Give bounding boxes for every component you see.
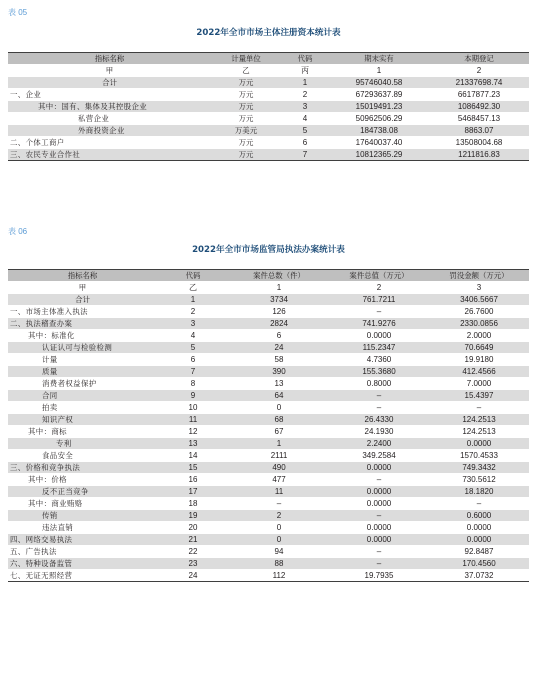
table-row xyxy=(8,137,529,149)
table-cell: 0.0000 xyxy=(329,462,429,474)
table-cell: 0 xyxy=(229,534,329,546)
table-row xyxy=(8,65,529,77)
table-row xyxy=(8,426,529,438)
row-label: 违法直销 xyxy=(8,522,157,534)
row-label: 食品安全 xyxy=(8,450,157,462)
table-cell: 2111 xyxy=(229,450,329,462)
column-header: 本期登记 xyxy=(429,53,529,65)
row-label: 三、价格和竞争执法 xyxy=(8,462,157,474)
table-cell: 112 xyxy=(229,570,329,582)
table-cell: 2 xyxy=(229,510,329,522)
table-cell: 万元 xyxy=(211,89,281,101)
table-row xyxy=(8,101,529,113)
row-label: 拍卖 xyxy=(8,402,157,414)
table-row xyxy=(8,149,529,161)
row-label: 传销 xyxy=(8,510,157,522)
table-cell: 124.2513 xyxy=(429,414,529,426)
table-cell: 2.2400 xyxy=(329,438,429,450)
table-cell: 14 xyxy=(157,450,229,462)
table-row xyxy=(8,318,529,330)
table-cell: 10 xyxy=(157,402,229,414)
table-cell: 24.1930 xyxy=(329,426,429,438)
table-cell: 12 xyxy=(157,426,229,438)
row-label: 其中：商业贿赂 xyxy=(8,498,157,510)
row-label: 其中：商标 xyxy=(8,426,157,438)
table-cell: 3406.5667 xyxy=(429,294,529,306)
table-cell: 19 xyxy=(157,510,229,522)
table-cell: 349.2584 xyxy=(329,450,429,462)
table-cell: 6 xyxy=(281,137,329,149)
row-label: 计量 xyxy=(8,354,157,366)
table-cell: 24 xyxy=(229,342,329,354)
table-row xyxy=(8,366,529,378)
column-header: 计量单位 xyxy=(211,53,281,65)
table-row xyxy=(8,534,529,546)
table-cell: 0.0000 xyxy=(329,330,429,342)
column-header: 期末实有 xyxy=(329,53,429,65)
table-row xyxy=(8,570,529,582)
table-row xyxy=(8,450,529,462)
row-label: 七、无证无照经营 xyxy=(8,570,157,582)
table-cell: 1 xyxy=(157,294,229,306)
table-row xyxy=(8,89,529,101)
table-cell: – xyxy=(329,390,429,402)
row-label: 合同 xyxy=(8,390,157,402)
row-label: 其中：价格 xyxy=(8,474,157,486)
table05-title: 2022年全市市场主体注册资本统计表 xyxy=(196,28,341,38)
table-cell: 万元 xyxy=(211,77,281,89)
table-row xyxy=(8,125,529,137)
row-label: 二、个体工商户 xyxy=(8,137,211,149)
table-cell: 10812365.29 xyxy=(329,149,429,161)
table-cell: 68 xyxy=(229,414,329,426)
table-cell: 0.0000 xyxy=(329,522,429,534)
table-cell: 6617877.23 xyxy=(429,89,529,101)
table-cell: 20 xyxy=(157,522,229,534)
row-label: 反不正当竞争 xyxy=(8,486,157,498)
table-cell: 1 xyxy=(329,65,429,77)
row-label: 三、农民专业合作社 xyxy=(8,149,211,161)
table-cell: 2 xyxy=(157,306,229,318)
table-cell: 37.0732 xyxy=(429,570,529,582)
table-cell: 17640037.40 xyxy=(329,137,429,149)
row-label: 五、广告执法 xyxy=(8,546,157,558)
table-cell: 23 xyxy=(157,558,229,570)
table-row xyxy=(8,498,529,510)
table-cell: 0.0000 xyxy=(429,438,529,450)
table-row xyxy=(8,282,529,294)
table-cell: 67293637.89 xyxy=(329,89,429,101)
table-row xyxy=(8,113,529,125)
table-cell: 126 xyxy=(229,306,329,318)
table-cell: 170.4560 xyxy=(429,558,529,570)
table-cell: 6 xyxy=(157,354,229,366)
table-header-row xyxy=(8,53,529,65)
table-cell: 丙 xyxy=(281,65,329,77)
table-cell: 0 xyxy=(229,522,329,534)
column-header: 罚没金额（万元） xyxy=(429,270,529,282)
table-cell: 22 xyxy=(157,546,229,558)
table-cell: 17 xyxy=(157,486,229,498)
table-cell: 5 xyxy=(157,342,229,354)
table-cell: 万元 xyxy=(211,101,281,113)
table-cell: 390 xyxy=(229,366,329,378)
table-cell: 21 xyxy=(157,534,229,546)
table-row xyxy=(8,486,529,498)
table-cell: 4.7360 xyxy=(329,354,429,366)
table-cell: 2330.0856 xyxy=(429,318,529,330)
table-row xyxy=(8,558,529,570)
table-row xyxy=(8,378,529,390)
table-cell: 8 xyxy=(157,378,229,390)
table-cell: – xyxy=(329,546,429,558)
table05-tag: 表 05 xyxy=(8,8,28,17)
table-cell: 0.0000 xyxy=(329,534,429,546)
table-cell: 万元 xyxy=(211,113,281,125)
table-cell: 19.9180 xyxy=(429,354,529,366)
table-row xyxy=(8,474,529,486)
table-cell: 万元 xyxy=(211,149,281,161)
table-cell: 0.0000 xyxy=(429,522,529,534)
table-cell: 1 xyxy=(229,282,329,294)
row-label: 二、执法稽查办案 xyxy=(8,318,157,330)
table-cell: 1570.4533 xyxy=(429,450,529,462)
table-cell: 7 xyxy=(157,366,229,378)
table-cell: 95746040.58 xyxy=(329,77,429,89)
table-cell: 490 xyxy=(229,462,329,474)
table-cell: 0.8000 xyxy=(329,378,429,390)
table-cell: 2824 xyxy=(229,318,329,330)
table-cell: 乙 xyxy=(157,282,229,294)
table-row xyxy=(8,390,529,402)
table-cell: 3734 xyxy=(229,294,329,306)
table-row xyxy=(8,462,529,474)
table-cell: 13 xyxy=(157,438,229,450)
table-cell: 24 xyxy=(157,570,229,582)
table-cell: 5 xyxy=(281,125,329,137)
table-cell: 3 xyxy=(429,282,529,294)
table-cell: 155.3680 xyxy=(329,366,429,378)
table-row xyxy=(8,294,529,306)
table-cell: 11 xyxy=(229,486,329,498)
table-cell: 3 xyxy=(281,101,329,113)
table-cell: – xyxy=(329,306,429,318)
table-cell: 730.5612 xyxy=(429,474,529,486)
table-cell: 1 xyxy=(229,438,329,450)
table-cell: 0 xyxy=(229,402,329,414)
table-cell: 1086492.30 xyxy=(429,101,529,113)
table-cell: 万元 xyxy=(211,137,281,149)
table-cell: 13508004.68 xyxy=(429,137,529,149)
table-cell: 13 xyxy=(229,378,329,390)
row-label: 其中：国有、集体及其控股企业 xyxy=(8,101,211,113)
table-cell: 0.6000 xyxy=(429,510,529,522)
table-cell: 15019491.23 xyxy=(329,101,429,113)
table-cell: 124.2513 xyxy=(429,426,529,438)
table-row xyxy=(8,342,529,354)
table-cell: 18.1820 xyxy=(429,486,529,498)
table-cell: 115.2347 xyxy=(329,342,429,354)
table-cell: 761.7211 xyxy=(329,294,429,306)
table-cell: 58 xyxy=(229,354,329,366)
table-cell: 749.3432 xyxy=(429,462,529,474)
table-cell: 9 xyxy=(157,390,229,402)
table-cell: 15 xyxy=(157,462,229,474)
table-row xyxy=(8,354,529,366)
table-cell: 0.0000 xyxy=(329,498,429,510)
table-cell: 1211816.83 xyxy=(429,149,529,161)
table-cell: 26.4330 xyxy=(329,414,429,426)
row-label: 四、网络交易执法 xyxy=(8,534,157,546)
row-label: 认证认可与检验检测 xyxy=(8,342,157,354)
row-label: 甲 xyxy=(8,282,157,294)
column-header: 代码 xyxy=(157,270,229,282)
row-label: 合计 xyxy=(8,294,157,306)
table-cell: 64 xyxy=(229,390,329,402)
table06-tag: 表 06 xyxy=(8,227,28,236)
table-cell: 2 xyxy=(281,89,329,101)
row-label: 六、特种设备监管 xyxy=(8,558,157,570)
table-cell: 1 xyxy=(281,77,329,89)
table-cell: 3 xyxy=(157,318,229,330)
row-label: 质量 xyxy=(8,366,157,378)
row-label: 甲 xyxy=(8,65,211,77)
registered-capital-table xyxy=(8,52,529,161)
row-label: 私营企业 xyxy=(8,113,211,125)
table-cell: 2 xyxy=(429,65,529,77)
table-cell: 6 xyxy=(229,330,329,342)
table-cell: 18 xyxy=(157,498,229,510)
row-label: 消费者权益保护 xyxy=(8,378,157,390)
enforcement-cases-table xyxy=(8,269,529,582)
table-cell: 2 xyxy=(329,282,429,294)
table-cell: 50962506.29 xyxy=(329,113,429,125)
column-header: 指标名称 xyxy=(8,53,211,65)
table-cell: 15.4397 xyxy=(429,390,529,402)
table-row xyxy=(8,438,529,450)
table-row xyxy=(8,330,529,342)
table-cell: 184738.08 xyxy=(329,125,429,137)
table-cell: 0.0000 xyxy=(329,486,429,498)
column-header: 代码 xyxy=(281,53,329,65)
table-cell: 19.7935 xyxy=(329,570,429,582)
table-cell: 88 xyxy=(229,558,329,570)
table-cell: 26.7600 xyxy=(429,306,529,318)
row-label: 合计 xyxy=(8,77,211,89)
table-cell: – xyxy=(329,474,429,486)
column-header: 案件总值（万元） xyxy=(329,270,429,282)
table-cell: 7.0000 xyxy=(429,378,529,390)
table-cell: 16 xyxy=(157,474,229,486)
table-cell: 2.0000 xyxy=(429,330,529,342)
table-cell: 万美元 xyxy=(211,125,281,137)
table-cell: – xyxy=(429,498,529,510)
table-cell: 94 xyxy=(229,546,329,558)
table-row xyxy=(8,77,529,89)
table-header-row xyxy=(8,270,529,282)
table-cell: – xyxy=(329,402,429,414)
row-label: 专利 xyxy=(8,438,157,450)
table-cell: 4 xyxy=(281,113,329,125)
table-row xyxy=(8,414,529,426)
row-label: 知识产权 xyxy=(8,414,157,426)
table-cell: 11 xyxy=(157,414,229,426)
row-label: 外商投资企业 xyxy=(8,125,211,137)
table-cell: 8863.07 xyxy=(429,125,529,137)
table-cell: 67 xyxy=(229,426,329,438)
table-row xyxy=(8,306,529,318)
table-row xyxy=(8,522,529,534)
column-header: 指标名称 xyxy=(8,270,157,282)
table-cell: 5468457.13 xyxy=(429,113,529,125)
table-cell: 0.0000 xyxy=(429,534,529,546)
table-cell: 92.8487 xyxy=(429,546,529,558)
row-label: 其中：标准化 xyxy=(8,330,157,342)
table06-title: 2022年全市市场监管局执法办案统计表 xyxy=(192,245,345,255)
table-cell: 21337698.74 xyxy=(429,77,529,89)
table-cell: 7 xyxy=(281,149,329,161)
table-cell: – xyxy=(329,558,429,570)
column-header: 案件总数（件） xyxy=(229,270,329,282)
table-cell: 乙 xyxy=(211,65,281,77)
table-cell: 70.6649 xyxy=(429,342,529,354)
table-cell: 477 xyxy=(229,474,329,486)
table-cell: – xyxy=(329,510,429,522)
table-row xyxy=(8,402,529,414)
table-cell: – xyxy=(229,498,329,510)
row-label: 一、市场主体准入执法 xyxy=(8,306,157,318)
table-cell: 412.4566 xyxy=(429,366,529,378)
table-row xyxy=(8,546,529,558)
table-row xyxy=(8,510,529,522)
row-label: 一、企业 xyxy=(8,89,211,101)
table-cell: 4 xyxy=(157,330,229,342)
table-cell: – xyxy=(429,402,529,414)
table-cell: 741.9276 xyxy=(329,318,429,330)
